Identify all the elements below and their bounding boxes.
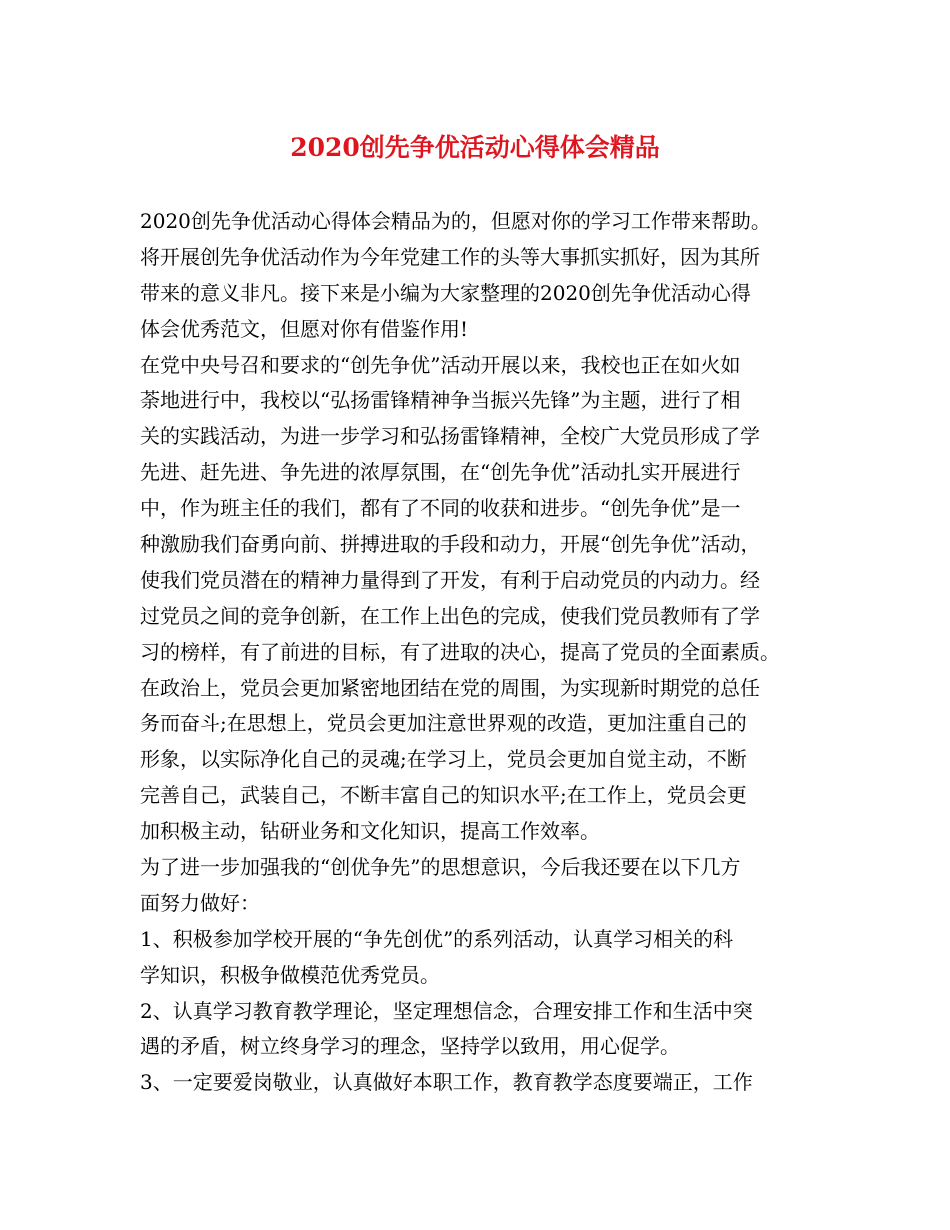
text-line: 完善自己，武装自己，不断丰富自己的知识水平;在工作上，党员会更 [140, 783, 747, 808]
text-line: 2020创先争优活动心得体会精品为的，但愿对你的学习工作带来帮助。 [140, 209, 771, 233]
text-line: 1、积极参加学校开展的“争先创优”的系列活动，认真学习相关的科 [140, 926, 734, 951]
text-line: 使我们党员潜在的精神力量得到了开发，有利于启动党员的内动力。经 [140, 567, 760, 592]
text-line: 中，作为班主任的我们，都有了不同的收获和进步。“创先争优”是一 [140, 496, 741, 521]
text-line: 3、一定要爱岗敬业，认真做好本职工作，教育教学态度要端正，工作 [140, 1070, 753, 1095]
text-line: 学知识，积极争做模范优秀党员。 [140, 962, 440, 987]
text-line: 在政治上，党员会更加紧密地团结在党的周围，为实现新时期党的总任 [140, 675, 760, 700]
text-line: 体会优秀范文，但愿对你有借鉴作用! [140, 316, 469, 341]
text-line: 关的实践活动，为进一步学习和弘扬雷锋精神，全校广大党员形成了学 [140, 424, 760, 449]
text-line: 过党员之间的竞争创新，在工作上出色的完成，使我们党员教师有了学 [140, 603, 760, 628]
text-line: 面努力做好： [140, 890, 260, 915]
text-line: 加积极主动，钻研业务和文化知识，提高工作效率。 [140, 819, 600, 844]
text-line: 务而奋斗;在思想上，党员会更加注意世界观的改造，更加注重自己的 [140, 711, 747, 736]
text-line: 习的榜样，有了前进的目标，有了进取的决心，提高了党员的全面素质。 [140, 639, 780, 664]
text-line: 为了进一步加强我的“创优争先”的思想意识，今后我还要在以下几方 [140, 855, 741, 880]
text-line: 在党中央号召和要求的“创先争优”活动开展以来，我校也正在如火如 [140, 352, 741, 377]
text-line: 带来的意义非凡。接下来是小编为大家整理的2020创先争优活动心得 [140, 280, 751, 305]
text-line: 荼地进行中，我校以“弘扬雷锋精神争当振兴先锋”为主题，进行了相 [140, 388, 741, 413]
text-line: 2、认真学习教育教学理论，坚定理想信念，合理安排工作和生活中突 [140, 998, 753, 1023]
text-line: 先进、赶先进、争先进的浓厚氛围，在“创先争优”活动扎实开展进行 [140, 460, 741, 485]
text-line: 形象，以实际净化自己的灵魂;在学习上，党员会更加自觉主动，不断 [140, 747, 747, 772]
document-title: 2020创先争优活动心得体会精品 [290, 133, 660, 162]
text-line: 种激励我们奋勇向前、拼搏进取的手段和动力，开展“创先争优”活动， [140, 532, 761, 557]
document-body [140, 204, 820, 1101]
text-line: 遇的矛盾，树立终身学习的理念，坚持学以致用，用心促学。 [140, 1034, 680, 1059]
text-line: 将开展创先争优活动作为今年党建工作的头等大事抓实抓好，因为其所 [140, 244, 760, 269]
